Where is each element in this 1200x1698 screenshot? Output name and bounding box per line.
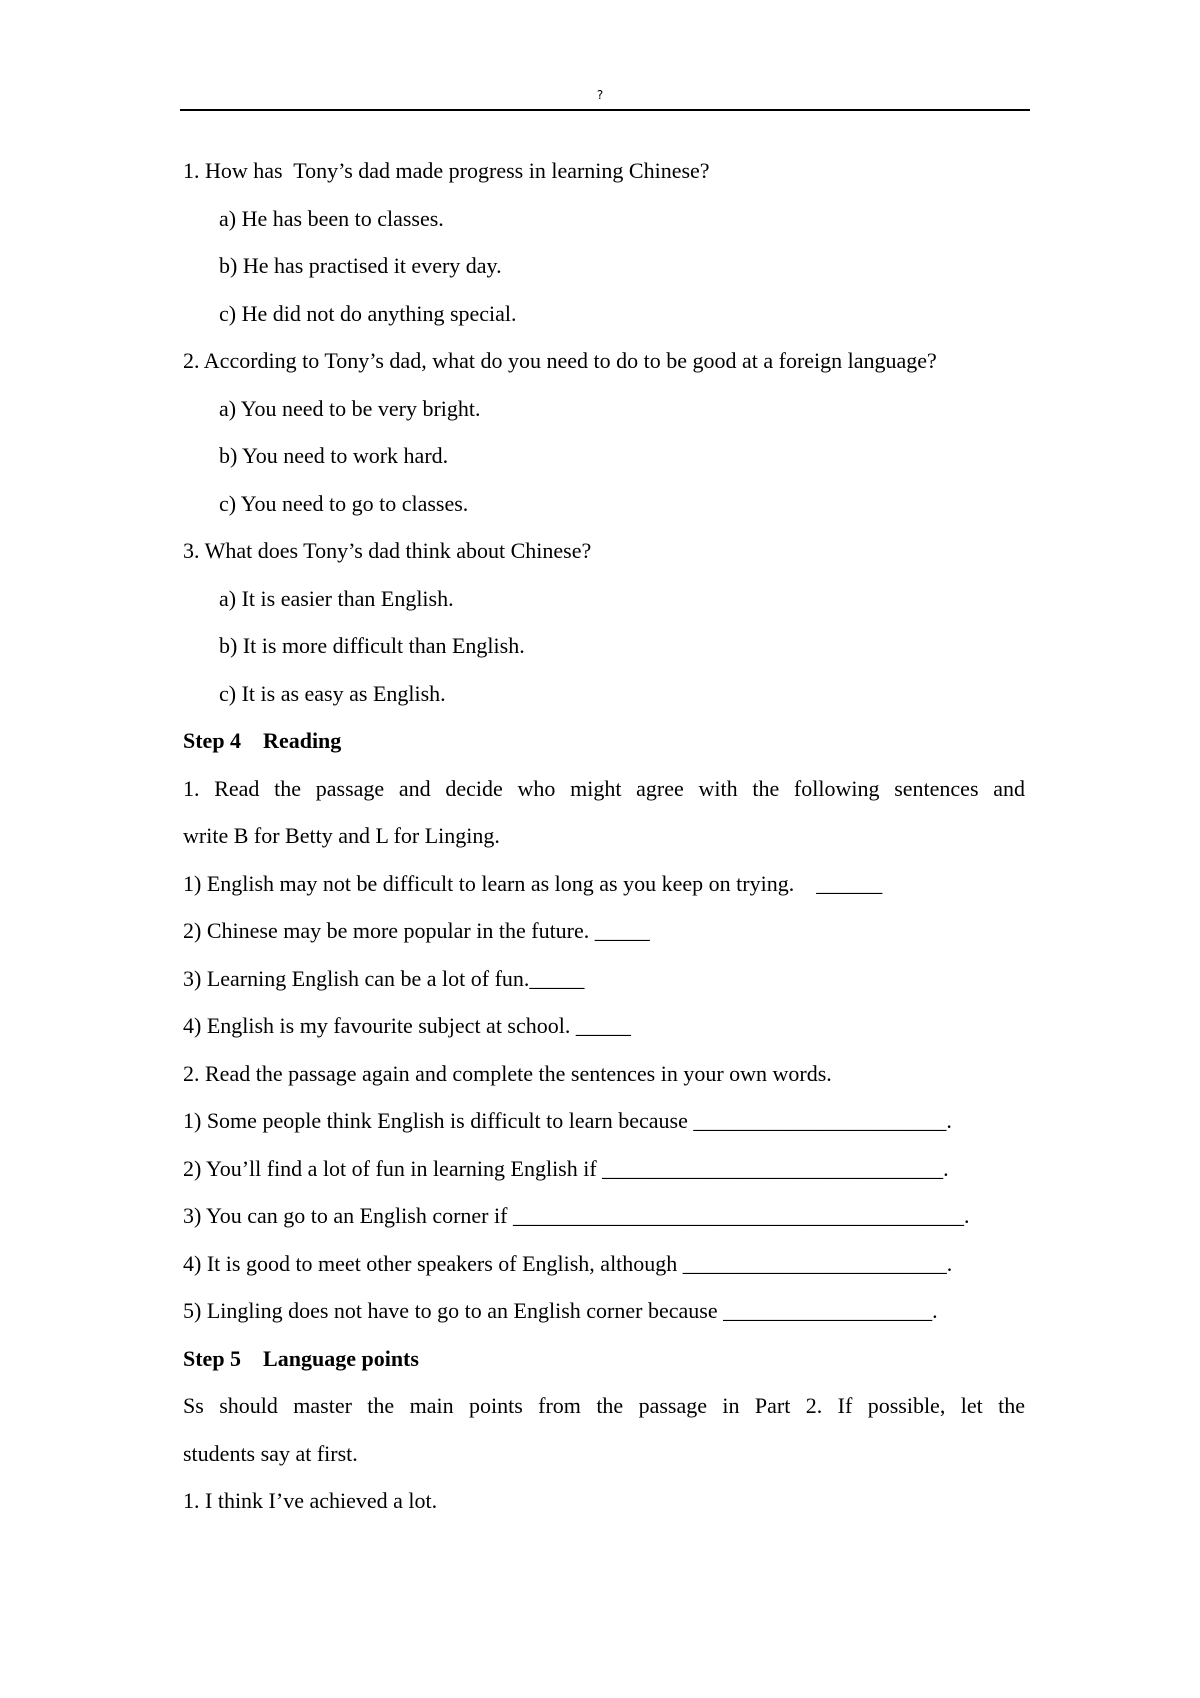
text-line: 2) You’ll find a lot of fun in learning English if _______________________________.	[183, 1155, 949, 1181]
text-line: 3) You can go to an English corner if _________________________________________.	[183, 1203, 970, 1228]
text-line: 2) Chinese may be more popular in the future. _____	[183, 918, 650, 943]
answer-option: c) He did not do anything special.	[219, 300, 517, 326]
text-line: 1) English may not be difficult to learn as long as you keep on trying. ______	[183, 870, 883, 896]
text-line: 2. According to Tony’s dad, what do you need to do to be good at a foreign language?	[183, 348, 937, 373]
text-line: 3. What does Tony’s dad think about Chinese?	[183, 538, 592, 563]
answer-option: b) He has practised it every day.	[219, 253, 502, 278]
text-line: students say at first.	[183, 1440, 358, 1466]
answer-option: a) You need to be very bright.	[219, 395, 481, 421]
section-heading: Step 5 Language points	[183, 1345, 419, 1371]
answer-option: b) It is more difficult than English.	[219, 633, 525, 658]
document-body	[183, 147, 1025, 1525]
section-heading: Step 4 Reading	[183, 728, 342, 753]
answer-option: a) He has been to classes.	[219, 205, 444, 231]
answer-option: c) You need to go to classes.	[219, 490, 469, 516]
text-line: 1) Some people think English is difficult to learn because _______________________.	[183, 1108, 952, 1133]
header-rule	[180, 109, 1030, 111]
text-line: 5) Lingling does not have to go to an English corner because ___________________.	[183, 1298, 938, 1323]
text-line: 3) Learning English can be a lot of fun._____	[183, 965, 585, 991]
answer-option: b) You need to work hard.	[219, 443, 449, 468]
text-line: 1. I think I’ve achieved a lot.	[183, 1488, 438, 1513]
text-line: 1. Read the passage and decide who might agree with the following sentences and	[183, 775, 1025, 801]
text-line: 1. How has Tony’s dad made progress in learning Chinese?	[183, 158, 710, 183]
answer-option: c) It is as easy as English.	[219, 680, 446, 706]
text-line: 4) English is my favourite subject at school. _____	[183, 1013, 631, 1038]
text-line: 2. Read the passage again and complete the sentences in your own words.	[183, 1060, 832, 1086]
answer-option: a) It is easier than English.	[219, 585, 454, 611]
text-line: write B for Betty and L for Linging.	[183, 823, 500, 848]
header-mark: ?	[596, 88, 604, 102]
text-line: Ss should master the main points from the passage in Part 2. If possible, let the	[183, 1393, 1025, 1418]
text-line: 4) It is good to meet other speakers of English, although ________________________.	[183, 1250, 953, 1276]
